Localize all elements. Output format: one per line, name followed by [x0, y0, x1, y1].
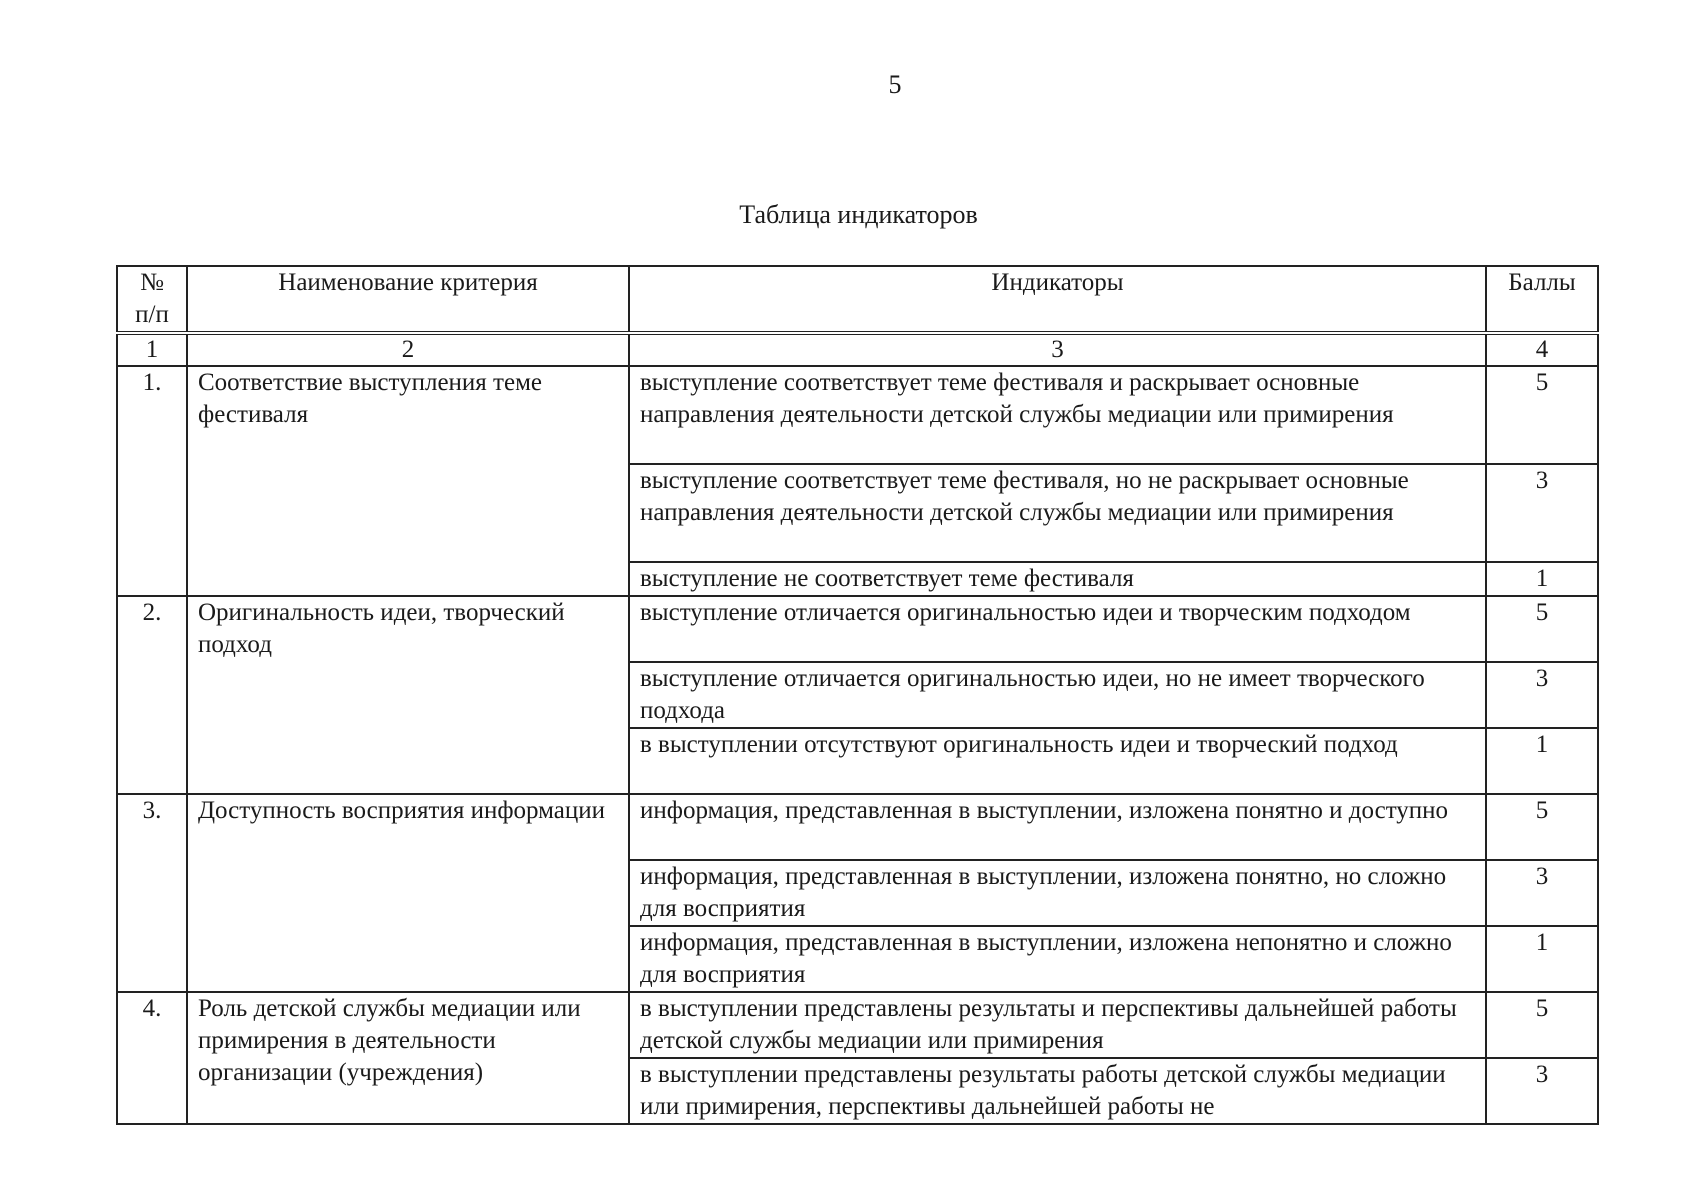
- table-title: [0, 200, 1697, 230]
- score-value: 1: [1486, 926, 1598, 992]
- score-value: 5: [1486, 366, 1598, 464]
- indicator-text: выступление соответствует теме фестиваля и раскрывает основные направления деятельности детской службы медиации или примирения: [629, 366, 1486, 464]
- criterion-number: 2.: [117, 596, 187, 794]
- indicator-text: в выступлении представлены результаты работы детской службы медиации или примирения, перспективы дальнейшей работы не: [629, 1058, 1486, 1124]
- score-value: 5: [1486, 794, 1598, 860]
- table-row: [117, 596, 1598, 662]
- score-value: 1: [1486, 728, 1598, 794]
- score-value: 5: [1486, 992, 1598, 1058]
- column-number: 1: [117, 333, 187, 366]
- indicator-text: выступление соответствует теме фестиваля, но не раскрывает основные направления деятельности детской службы медиации или примирения: [629, 464, 1486, 562]
- column-number: 2: [187, 333, 629, 366]
- table-header-row: [117, 266, 1598, 333]
- header-indicators: Индикаторы: [629, 266, 1486, 333]
- indicator-text: в выступлении представлены результаты и перспективы дальнейшей работы детской службы медиации или примирения: [629, 992, 1486, 1058]
- header-score: Баллы: [1486, 266, 1598, 333]
- indicator-text: в выступлении отсутствуют оригинальность идеи и творческий подход: [629, 728, 1486, 794]
- indicator-text: выступление не соответствует теме фестиваля: [629, 562, 1486, 596]
- score-value: 3: [1486, 1058, 1598, 1124]
- score-value: 3: [1486, 662, 1598, 728]
- criterion-number: 3.: [117, 794, 187, 992]
- indicator-text: выступление отличается оригинальностью идеи и творческим подходом: [629, 596, 1486, 662]
- indicator-text: информация, представленная в выступлении, изложена понятно, но сложно для восприятия: [629, 860, 1486, 926]
- column-number: 3: [629, 333, 1486, 366]
- criterion-name: Соответствие выступления теме фестиваля: [187, 366, 629, 596]
- indicator-text: информация, представленная в выступлении, изложена непонятно и сложно для восприятия: [629, 926, 1486, 992]
- indicators-table: [116, 265, 1599, 1125]
- score-value: 1: [1486, 562, 1598, 596]
- page-number: 5: [888, 70, 902, 99]
- criterion-number: 4.: [117, 992, 187, 1124]
- table-title-text: Таблица индикаторов: [739, 200, 978, 229]
- table-row: [117, 992, 1598, 1058]
- criterion-name: Доступность восприятия информации: [187, 794, 629, 992]
- indicator-text: выступление отличается оригинальностью идеи, но не имеет творческого подхода: [629, 662, 1486, 728]
- score-value: 3: [1486, 860, 1598, 926]
- score-value: 5: [1486, 596, 1598, 662]
- column-number-row: [117, 333, 1598, 366]
- criterion-number: 1.: [117, 366, 187, 596]
- header-num: № п/п: [117, 266, 187, 333]
- table-row: [117, 366, 1598, 464]
- header-criterion: Наименование критерия: [187, 266, 629, 333]
- column-number: 4: [1486, 333, 1598, 366]
- score-value: 3: [1486, 464, 1598, 562]
- criterion-name: Роль детской службы медиации или примирения в деятельности организации (учреждения): [187, 992, 629, 1124]
- indicator-text: информация, представленная в выступлении, изложена понятно и доступно: [629, 794, 1486, 860]
- criterion-name: Оригинальность идеи, творческий подход: [187, 596, 629, 794]
- table-row: [117, 794, 1598, 860]
